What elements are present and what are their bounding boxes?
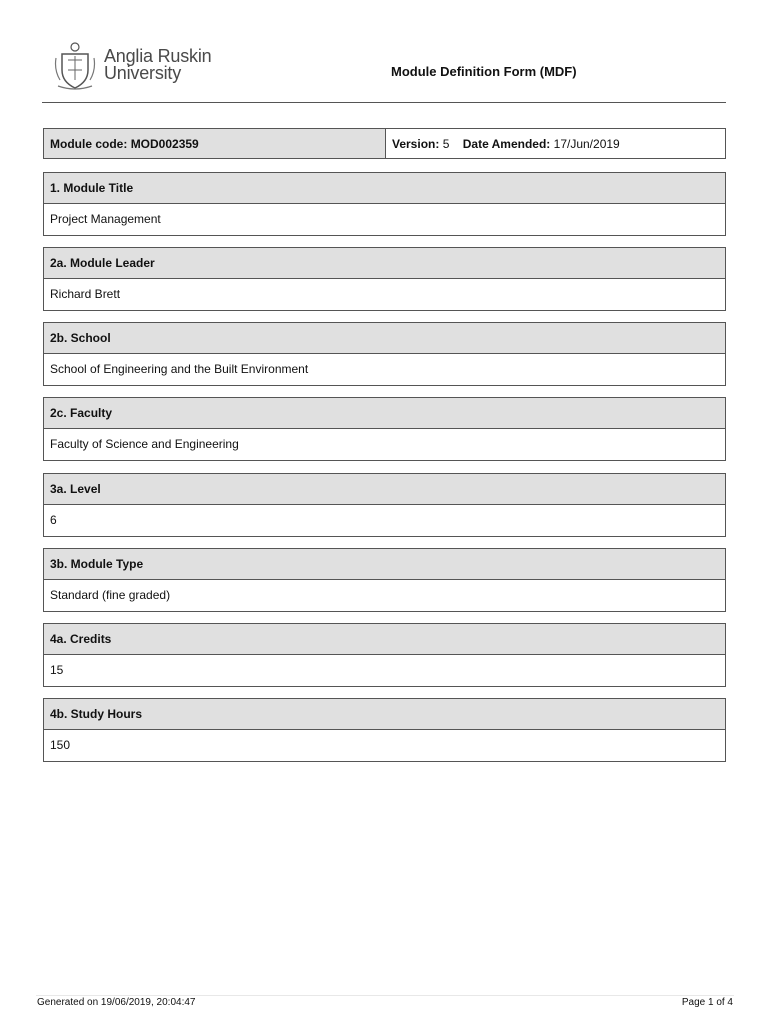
page-number: Page 1 of 4 [681, 997, 733, 1008]
section-heading: 1. Module Title [44, 173, 725, 204]
section-value: Richard Brett [50, 287, 121, 301]
section-heading: 3a. Level [44, 474, 725, 505]
section-study-hours [43, 698, 726, 762]
logo-line-1: Anglia Ruskin [104, 46, 212, 66]
section-faculty [43, 397, 726, 461]
date-amended-value: 17/Jun/2019 [553, 137, 620, 151]
date-amended-label: Date Amended: [462, 137, 551, 151]
module-code-label: Module code: [50, 137, 128, 151]
section-credits [43, 623, 726, 687]
section-heading: 2b. School [44, 323, 725, 354]
section-module-title [43, 172, 726, 236]
section-module-leader [43, 247, 726, 311]
section-heading: 4a. Credits [44, 624, 725, 655]
section-level [43, 473, 726, 537]
header-divider [42, 102, 726, 103]
section-value: 6 [50, 513, 57, 527]
logo-wordmark [104, 48, 211, 82]
section-heading: 2a. Module Leader [44, 248, 725, 279]
generated-timestamp: Generated on 19/06/2019, 20:04:47 [37, 997, 196, 1008]
section-value: 15 [50, 663, 64, 677]
section-value: Project Management [50, 212, 161, 226]
section-value: School of Engineering and the Built Environment [50, 362, 309, 376]
module-code-value: MOD002359 [130, 137, 199, 151]
logo-line-2: University [104, 63, 182, 83]
section-value: Faculty of Science and Engineering [50, 437, 239, 451]
version-value: 5 [442, 137, 450, 151]
module-info-box [43, 128, 726, 159]
section-heading: 3b. Module Type [44, 549, 725, 580]
section-value: Standard (fine graded) [50, 588, 171, 602]
form-title: Module Definition Form (MDF) [391, 64, 577, 79]
version-cell [386, 129, 725, 158]
university-logo [54, 40, 214, 92]
section-module-type [43, 548, 726, 612]
section-heading: 2c. Faculty [44, 398, 725, 429]
crest-icon [54, 40, 96, 90]
section-value: 150 [50, 738, 71, 752]
footer-divider [36, 995, 734, 996]
section-school [43, 322, 726, 386]
module-code-cell [44, 129, 386, 158]
version-label: Version: [392, 137, 440, 151]
section-heading: 4b. Study Hours [44, 699, 725, 730]
